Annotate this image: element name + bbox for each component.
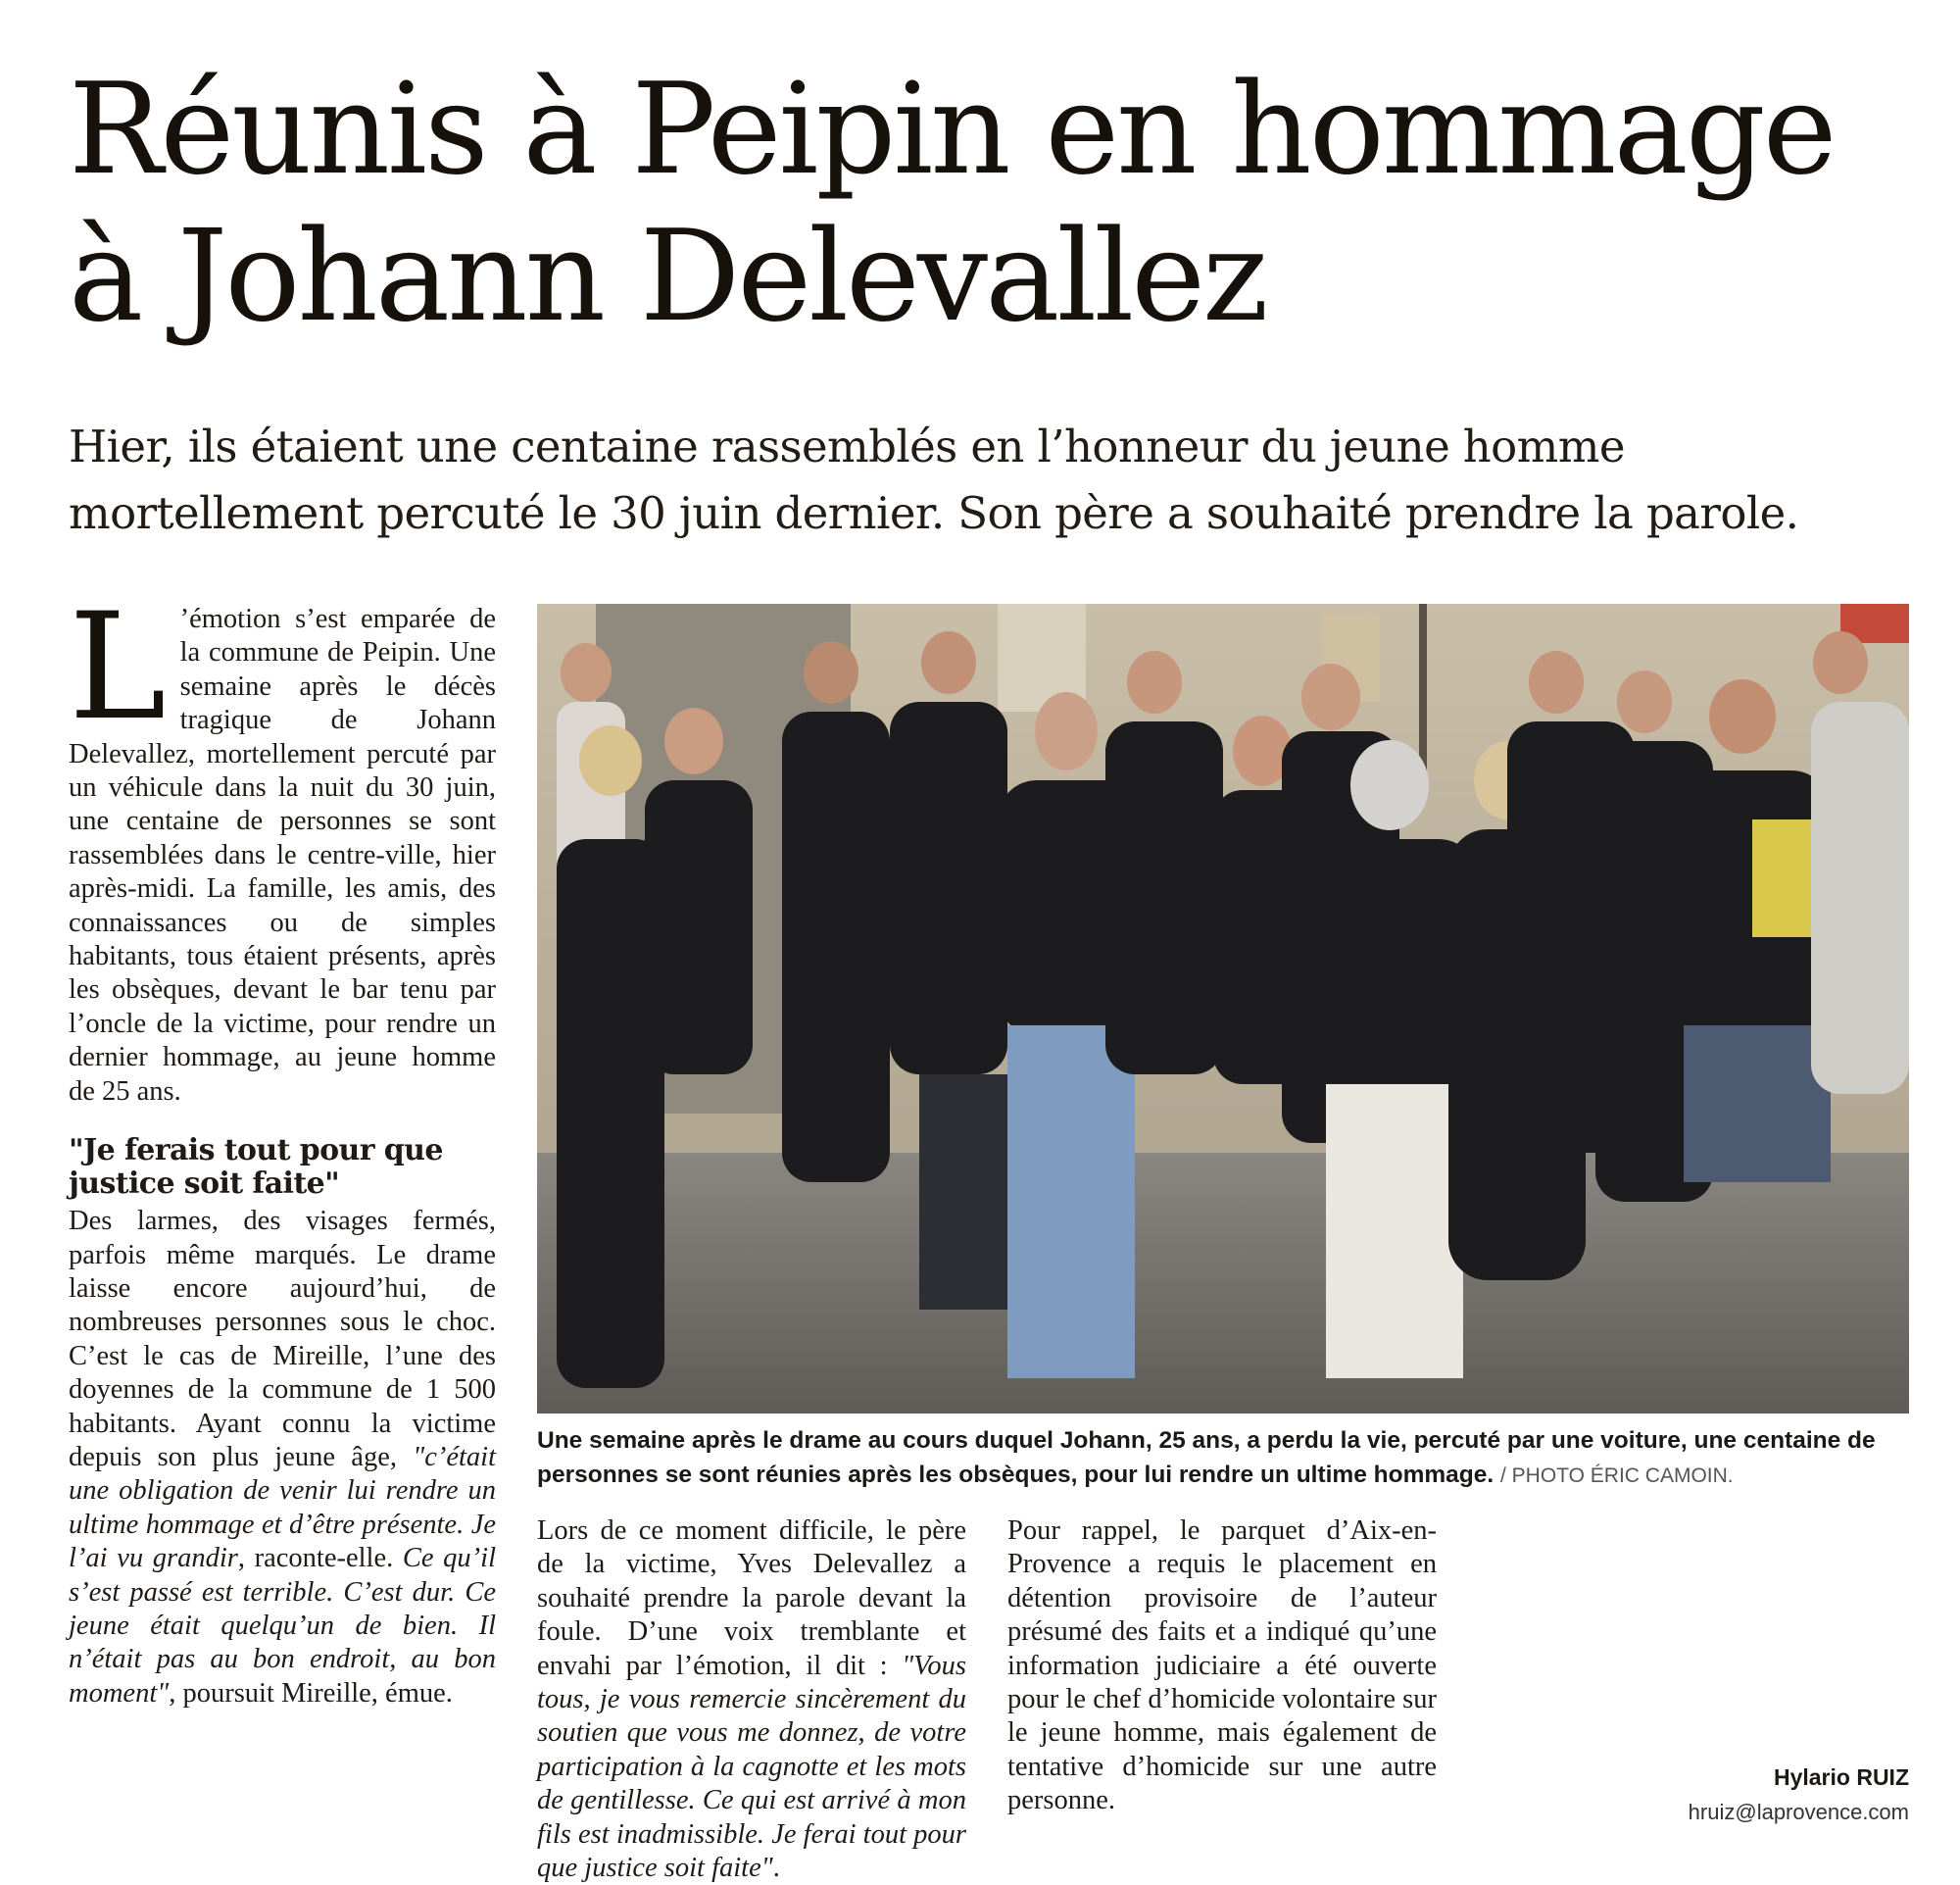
- photo-caption-text: Une semaine après le drame au cours duquel Johann, 25 ans, a perdu la vie, percuté par une voiture, une centaine de personnes se sont réunies après les obsèques, pour lui rendre un ultime hommage.: [537, 1427, 1876, 1488]
- author-signature: Hylario RUIZ: [1773, 1764, 1909, 1790]
- article-photo: [537, 604, 1909, 1414]
- crowd-photo-illustration: [537, 604, 1909, 1414]
- article-column-3: [1007, 1514, 1437, 1818]
- paragraph-pere-intro: Lors de ce moment difficile, le père de la victime, Yves Delevallez a souhaité prendre la parole devant la foule. D’une voix tremblante et envahi par l’émotion, il dit :: [537, 1515, 966, 1681]
- article-column-2: [537, 1514, 966, 1885]
- drop-cap: L: [69, 582, 167, 753]
- paragraph-parquet: Pour rappel, le parquet d’Aix-en-Provence a requis le placement en détention provisoire de l’auteur présumé des faits et a indiqué qu’une information judiciaire a été ouverte pour le chef d’homicide volontaire sur le jeune homme, mais également de tentative d’homicide sur une autre personne.: [1007, 1515, 1437, 1816]
- photo-caption: [537, 1423, 1919, 1493]
- headline: Réunis à Peipin en hommage à Johann Delevallez: [69, 57, 1835, 350]
- paragraph-mireille-mid: , raconte-elle.: [237, 1543, 403, 1574]
- paragraph-pere: [537, 1514, 966, 1885]
- paragraph-mireille-end: , poursuit Mireille, émue.: [169, 1677, 453, 1709]
- standfirst: Hier, ils étaient une centaine rassemblés en l’honneur du jeune homme mortellement percuté le 30 juin dernier. Son père a souhaité prendre la parole.: [69, 421, 1799, 539]
- paragraph-mireille-intro: Des larmes, des visages fermés, parfois même marqués. Le drame laisse encore aujourd’hui, de nombreuses personnes sous le choc. C’est le cas de Mireille, l’une des doyennes de la commune de 1 500 habitants. Ayant connu la victime depuis son plus jeune âge,: [69, 1206, 496, 1472]
- quote-mireille-1: "c’était une obligation de venir lui rendre un ultime hommage et d’être présente. Je l’ai vu grandir: [69, 1441, 496, 1574]
- paragraph-intro-text: ’émotion s’est emparée de la commune de Peipin. Une semaine après le décès tragique de Johann Delevallez, mortellement percuté par un véhicule dans la nuit du 30 juin, une centaine de personnes se sont rassemblées dans le centre-ville, hier après-midi. La famille, les amis, des connaissances ou de simples habitants, tous étaient présents, après les obsèques, devant le bar tenu par l’oncle de la victime, pour rendre un dernier hommage, au jeune homme de 25 ans.: [69, 604, 496, 1107]
- paragraph-pere-end: .: [772, 1853, 780, 1884]
- paragraph-mireille: [69, 1205, 496, 1711]
- quote-pere: "Vous tous, je vous remercie sincèrement du soutien que vous me donnez, de votre participation à la cagnotte et les mots de gentillesse. Ce qui est arrivé à mon fils est inadmissible. Je ferai tout pour que justice soit faite": [537, 1650, 966, 1884]
- photo-credit: / PHOTO ÉRIC CAMOIN.: [1499, 1464, 1734, 1487]
- quote-mireille-2: Ce qu’il s’est passé est terrible. C’est dur. Ce jeune était quelqu’un de bien. Il n’était pas au bon endroit, au bon moment": [69, 1543, 496, 1709]
- author-email: hruiz@laprovence.com: [1688, 1800, 1909, 1824]
- paragraph-intro: [69, 582, 496, 1109]
- article-column-1: [69, 582, 496, 1711]
- subheading: "Je ferais tout pour que justice soit faite": [69, 1133, 443, 1202]
